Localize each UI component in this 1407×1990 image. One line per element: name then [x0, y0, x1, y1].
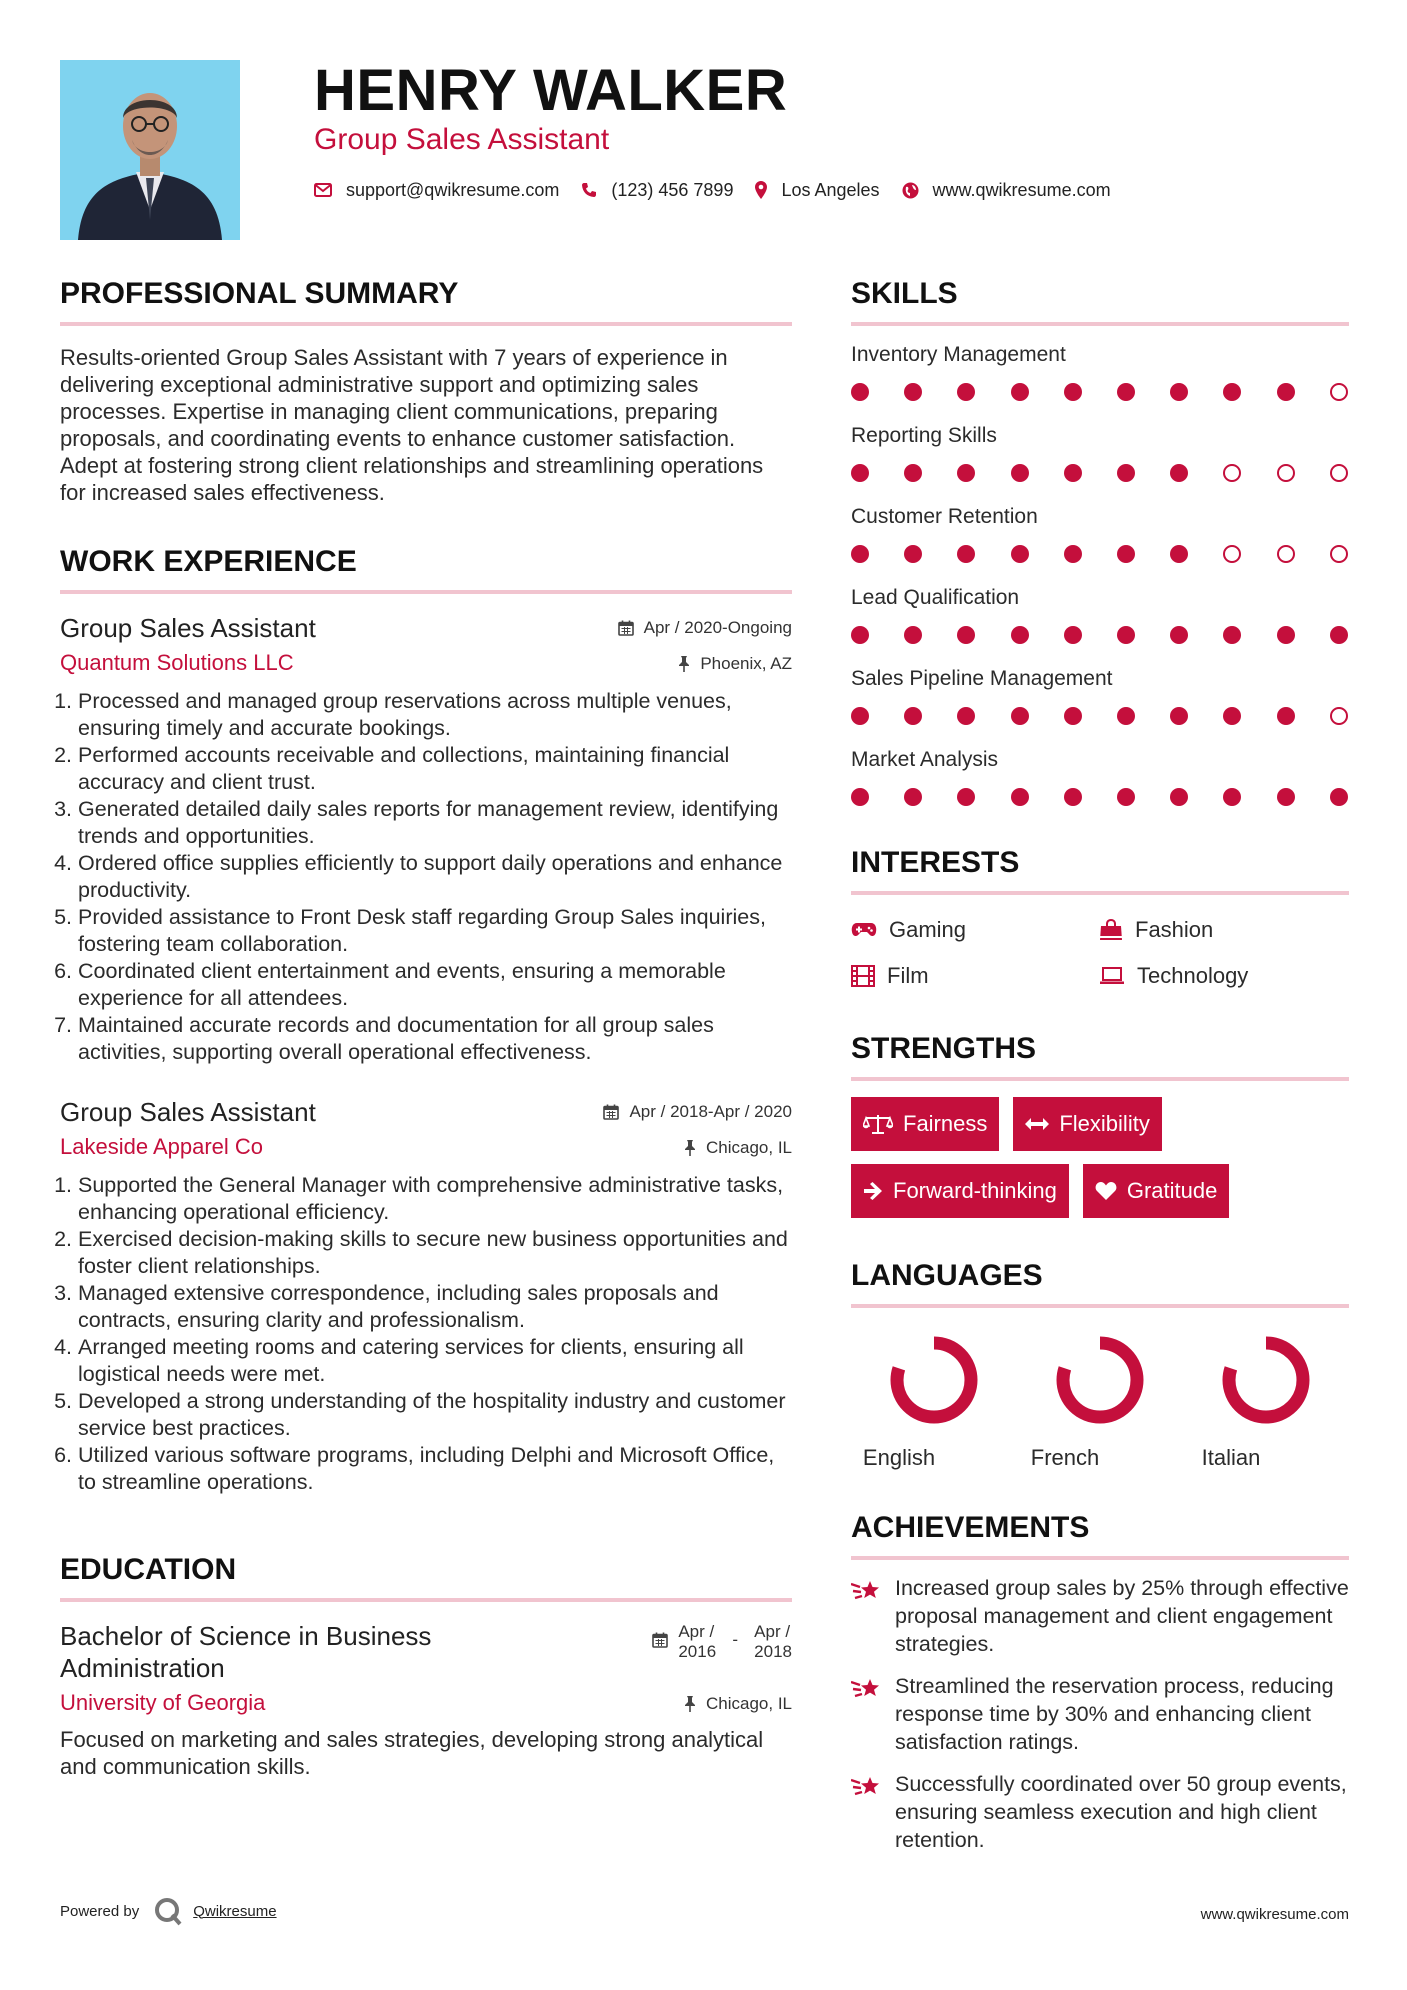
rating-dot-filled	[1117, 464, 1135, 482]
laptop-icon	[1099, 967, 1125, 985]
skill-rating	[851, 787, 1349, 807]
list-item: 5. Developed a strong understanding of the hospitality industry and customer service best practices.	[78, 1388, 792, 1442]
date-part: 2016	[678, 1642, 717, 1661]
degree-title	[60, 1620, 500, 1684]
date-separator: -	[732, 1630, 738, 1649]
list-item: 2. Exercised decision-making skills to secure new business opportunities and foster client relationships.	[78, 1226, 792, 1280]
phone-icon	[581, 182, 597, 198]
job-bullets	[60, 688, 792, 1066]
language-name: Italian	[1201, 1445, 1261, 1470]
education-dates	[652, 1622, 792, 1662]
rating-dot-filled	[1064, 788, 1082, 806]
interest-item	[1099, 961, 1349, 991]
interest-label: Gaming	[889, 917, 967, 942]
rating-dot-empty	[1330, 707, 1348, 725]
arrow-right-icon	[863, 1182, 883, 1200]
school-name: University of Georgia	[60, 1690, 266, 1715]
summary-text: Results-oriented Group Sales Assistant with 7 years of experience in delivering exceptional administrative support and optimizing sales processes. Expertise in managing client communications, preparing proposals, and coordinating events to enhance customer satisfaction. Adept at fostering strong client relationships and streamlining operations for increased sales effectiveness.	[60, 345, 764, 505]
skill-item	[851, 747, 1349, 807]
gamepad-icon	[851, 922, 877, 938]
rating-dot-filled	[1117, 707, 1135, 725]
education-description: Focused on marketing and sales strategies, developing strong analytical and communication skills.	[60, 1727, 764, 1779]
achievement-text: Successfully coordinated over 50 group events, ensuring seamless execution and high client retention.	[895, 1772, 1347, 1852]
list-item: 2. Performed accounts receivable and collections, maintaining financial accuracy and client trust.	[78, 742, 792, 796]
section-divider	[60, 1598, 792, 1602]
rating-dot-filled	[957, 707, 975, 725]
date-part: Apr /	[678, 1622, 715, 1641]
interest-label: Technology	[1137, 963, 1249, 988]
education-section	[60, 1552, 792, 1780]
job-dates	[618, 618, 792, 638]
rating-dot-filled	[851, 383, 869, 401]
section-divider	[60, 322, 792, 326]
education-location-text: Chicago, IL	[706, 1694, 792, 1713]
interest-item	[1099, 915, 1349, 945]
list-item: 6. Coordinated client entertainment and events, ensuring a memorable experience for all attendees.	[78, 958, 792, 1012]
rating-dot-filled	[1277, 707, 1295, 725]
rating-dot-filled	[1277, 788, 1295, 806]
achievement-text: Streamlined the reservation process, reducing response time by 30% and enhancing client satisfaction ratings.	[895, 1674, 1334, 1754]
skill-rating	[851, 463, 1349, 483]
shopping-bag-icon	[1099, 919, 1123, 941]
rating-dot-filled	[1223, 707, 1241, 725]
list-item: 7. Maintained accurate records and documentation for all group sales activities, supporting overall operational effectiveness.	[78, 1012, 792, 1066]
rating-dot-filled	[1011, 464, 1029, 482]
skill-name: Market Analysis	[851, 748, 999, 771]
rating-dot-filled	[1011, 788, 1029, 806]
education-heading: EDUCATION	[60, 1553, 237, 1586]
shooting-star-icon	[851, 1676, 883, 1702]
shooting-star-icon	[851, 1774, 883, 1800]
calendar-icon	[603, 1104, 619, 1120]
contact-bar	[314, 178, 1133, 202]
job-title: Group Sales Assistant	[60, 613, 316, 643]
profile-photo	[60, 60, 240, 240]
achievement-item	[851, 1672, 1349, 1756]
interest-item	[851, 915, 1099, 945]
languages-section	[851, 1258, 1349, 1472]
rating-dot-empty	[1277, 545, 1295, 563]
degree-line: Administration	[60, 1653, 225, 1683]
interest-label: Film	[887, 963, 929, 988]
brand-link[interactable]: Qwikresume	[193, 1902, 277, 1920]
skill-rating	[851, 706, 1349, 726]
skill-rating	[851, 625, 1349, 645]
rating-dot-filled	[851, 545, 869, 563]
rating-dot-filled	[1117, 626, 1135, 644]
job-dates	[603, 1102, 792, 1122]
rating-dot-filled	[957, 464, 975, 482]
rating-dot-empty	[1330, 545, 1348, 563]
interest-item	[851, 961, 1099, 991]
proficiency-arc	[1229, 1343, 1303, 1417]
rating-dot-filled	[957, 383, 975, 401]
right-column	[851, 276, 1349, 1854]
list-item: 3. Generated detailed daily sales reports for management review, identifying trends and opportunities.	[78, 796, 792, 850]
job-location	[678, 654, 792, 674]
calendar-icon	[618, 620, 634, 636]
rating-dot-filled	[904, 545, 922, 563]
rating-dot-filled	[1170, 707, 1188, 725]
rating-dot-filled	[1064, 545, 1082, 563]
skill-name: Inventory Management	[851, 343, 1066, 366]
rating-dot-filled	[1011, 707, 1029, 725]
strength-tag	[851, 1097, 999, 1151]
proficiency-arc	[897, 1343, 971, 1417]
interests-grid	[851, 915, 1349, 991]
heart-icon	[1095, 1181, 1117, 1201]
language-ring	[1216, 1330, 1316, 1430]
rating-dot-empty	[1223, 464, 1241, 482]
experience-heading: WORK EXPERIENCE	[60, 545, 357, 578]
rating-dot-empty	[1330, 383, 1348, 401]
date-part: Apr /	[754, 1622, 791, 1641]
rating-dot-filled	[1064, 707, 1082, 725]
list-item: 5. Provided assistance to Front Desk staff regarding Group Sales inquiries, fostering team collaboration.	[78, 904, 792, 958]
strength-tag	[851, 1164, 1069, 1218]
rating-dot-filled	[1170, 464, 1188, 482]
rating-dot-filled	[1011, 545, 1029, 563]
globe-icon	[902, 182, 919, 199]
skill-item	[851, 666, 1349, 726]
proficiency-arc	[1063, 1343, 1137, 1417]
contact-website[interactable]	[902, 180, 1111, 201]
summary-section	[60, 276, 792, 506]
language-name: French	[1030, 1445, 1100, 1470]
contact-phone[interactable]	[581, 180, 733, 201]
skills-heading: SKILLS	[851, 277, 958, 310]
section-divider	[851, 1556, 1349, 1560]
rating-dot-filled	[957, 626, 975, 644]
education-end-date	[754, 1622, 792, 1662]
website-text: www.qwikresume.com	[932, 179, 1111, 200]
rating-dot-filled	[1277, 383, 1295, 401]
date-part: 2018	[754, 1642, 792, 1661]
rating-dot-filled	[1064, 626, 1082, 644]
section-divider	[851, 1304, 1349, 1308]
strength-label: Flexibility	[1059, 1111, 1150, 1136]
skill-name: Customer Retention	[851, 505, 1038, 528]
skill-name: Lead Qualification	[851, 586, 1020, 609]
education-location	[684, 1694, 792, 1714]
job-dates-text: Apr / 2020-Ongoing	[643, 618, 792, 637]
skill-item	[851, 342, 1349, 402]
rating-dot-filled	[1170, 788, 1188, 806]
list-item: 1. Supported the General Manager with comprehensive administrative tasks, enhancing operational efficiency.	[78, 1172, 792, 1226]
skills-section	[851, 276, 1349, 807]
rating-dot-filled	[1117, 788, 1135, 806]
rating-dot-filled	[1277, 626, 1295, 644]
email-text: support@qwikresume.com	[346, 179, 560, 200]
rating-dot-filled	[1011, 383, 1029, 401]
contact-email[interactable]	[314, 180, 559, 201]
language-ring	[1050, 1330, 1150, 1430]
list-item: 1. Processed and managed group reservations across multiple venues, ensuring timely and accurate bookings.	[78, 688, 792, 742]
list-item: 4. Arranged meeting rooms and catering services for clients, ensuring all logistical needs were met.	[78, 1334, 792, 1388]
horizontal-arrows-icon	[1025, 1117, 1049, 1131]
rating-dot-filled	[851, 626, 869, 644]
education-start-date	[678, 1622, 716, 1662]
achievement-item	[851, 1574, 1349, 1658]
languages-heading: LANGUAGES	[851, 1259, 1043, 1292]
rating-dot-filled	[904, 383, 922, 401]
strength-tag	[1013, 1097, 1161, 1151]
job-company: Lakeside Apparel Co	[60, 1134, 264, 1159]
strength-label: Gratitude	[1126, 1178, 1218, 1203]
rating-dot-filled	[904, 707, 922, 725]
location-text: Los Angeles	[781, 179, 880, 200]
rating-dot-filled	[851, 707, 869, 725]
left-column	[60, 276, 792, 1780]
achievement-item	[851, 1770, 1349, 1854]
rating-dot-filled	[1117, 383, 1135, 401]
rating-dot-empty	[1330, 464, 1348, 482]
contact-location	[755, 180, 879, 201]
achievements-section	[851, 1510, 1349, 1854]
section-divider	[60, 590, 792, 594]
skills-list	[851, 342, 1349, 807]
job-location-text: Chicago, IL	[706, 1138, 792, 1157]
rating-dot-filled	[1330, 626, 1348, 644]
rating-dot-filled	[1223, 383, 1241, 401]
skill-name: Reporting Skills	[851, 424, 997, 447]
rating-dot-filled	[1011, 626, 1029, 644]
rating-dot-filled	[1064, 383, 1082, 401]
job-dates-text: Apr / 2018-Apr / 2020	[629, 1102, 792, 1121]
rating-dot-filled	[851, 464, 869, 482]
rating-dot-empty	[1223, 545, 1241, 563]
location-pin-icon	[755, 181, 767, 199]
rating-dot-filled	[1170, 626, 1188, 644]
rating-dot-filled	[1064, 464, 1082, 482]
section-divider	[851, 891, 1349, 895]
rating-dot-filled	[1330, 788, 1348, 806]
mail-icon	[314, 183, 332, 197]
job-bullets	[60, 1172, 792, 1496]
summary-heading: PROFESSIONAL SUMMARY	[60, 277, 459, 310]
section-divider	[851, 322, 1349, 326]
rating-dot-filled	[851, 788, 869, 806]
job-location-text: Phoenix, AZ	[700, 654, 792, 673]
rating-dot-filled	[904, 626, 922, 644]
strength-label: Forward-thinking	[893, 1178, 1057, 1203]
shooting-star-icon	[851, 1578, 883, 1604]
strength-tags	[851, 1097, 1349, 1231]
achievements-heading: ACHIEVEMENTS	[851, 1511, 1090, 1544]
strengths-section	[851, 1031, 1349, 1231]
job-location	[684, 1138, 792, 1158]
candidate-name: HENRY WALKER	[314, 58, 788, 123]
qwikresume-logo-icon	[153, 1896, 183, 1926]
job-entry	[60, 1096, 792, 1496]
rating-dot-empty	[1277, 464, 1295, 482]
list-item: 4. Ordered office supplies efficiently to support daily operations and enhance productivity.	[78, 850, 792, 904]
powered-by-text: Powered by	[60, 1902, 140, 1920]
rating-dot-filled	[904, 788, 922, 806]
strengths-heading: STRENGTHS	[851, 1032, 1037, 1065]
education-entry	[60, 1620, 792, 1780]
rating-dot-filled	[904, 464, 922, 482]
strength-label: Fairness	[903, 1111, 988, 1136]
interests-heading: INTERESTS	[851, 846, 1020, 879]
footer-powered-by	[60, 1896, 277, 1926]
rating-dot-filled	[957, 788, 975, 806]
section-divider	[851, 1077, 1349, 1081]
skill-item	[851, 504, 1349, 564]
achievement-text: Increased group sales by 25% through effective proposal management and client engagement strategies.	[895, 1576, 1349, 1656]
language-item	[1183, 1330, 1349, 1472]
interests-section	[851, 845, 1349, 991]
rating-dot-filled	[1170, 545, 1188, 563]
person-portrait-icon	[60, 60, 240, 240]
rating-dot-filled	[1223, 788, 1241, 806]
film-icon	[851, 965, 875, 987]
rating-dot-filled	[1170, 383, 1188, 401]
footer-website[interactable]: www.qwikresume.com	[1200, 1906, 1349, 1923]
language-name: English	[862, 1445, 936, 1470]
phone-text: (123) 456 7899	[611, 179, 734, 200]
experience-section	[60, 544, 792, 1496]
pushpin-icon	[684, 1696, 696, 1712]
pushpin-icon	[684, 1140, 696, 1156]
achievements-list	[851, 1574, 1349, 1854]
rating-dot-filled	[957, 545, 975, 563]
job-title: Group Sales Assistant	[60, 1097, 316, 1127]
skill-rating	[851, 544, 1349, 564]
calendar-icon	[652, 1632, 668, 1648]
rating-dot-filled	[1117, 545, 1135, 563]
skill-item	[851, 423, 1349, 483]
candidate-title: Group Sales Assistant	[314, 123, 610, 156]
languages-list	[851, 1330, 1349, 1472]
job-entry	[60, 612, 792, 1066]
list-item: 6. Utilized various software programs, including Delphi and Microsoft Office, to streamline operations.	[78, 1442, 792, 1496]
language-ring	[884, 1330, 984, 1430]
strength-tag	[1083, 1164, 1230, 1218]
balance-scale-icon	[863, 1113, 893, 1135]
degree-line: Bachelor of Science in Business	[60, 1621, 432, 1651]
pushpin-icon	[678, 656, 690, 672]
skill-item	[851, 585, 1349, 645]
rating-dot-filled	[1223, 626, 1241, 644]
job-company: Quantum Solutions LLC	[60, 650, 294, 675]
list-item: 3. Managed extensive correspondence, including sales proposals and contracts, ensuring clarity and professionalism.	[78, 1280, 792, 1334]
interest-label: Fashion	[1135, 917, 1214, 942]
skill-name: Sales Pipeline Management	[851, 667, 1113, 690]
skill-rating	[851, 382, 1349, 402]
